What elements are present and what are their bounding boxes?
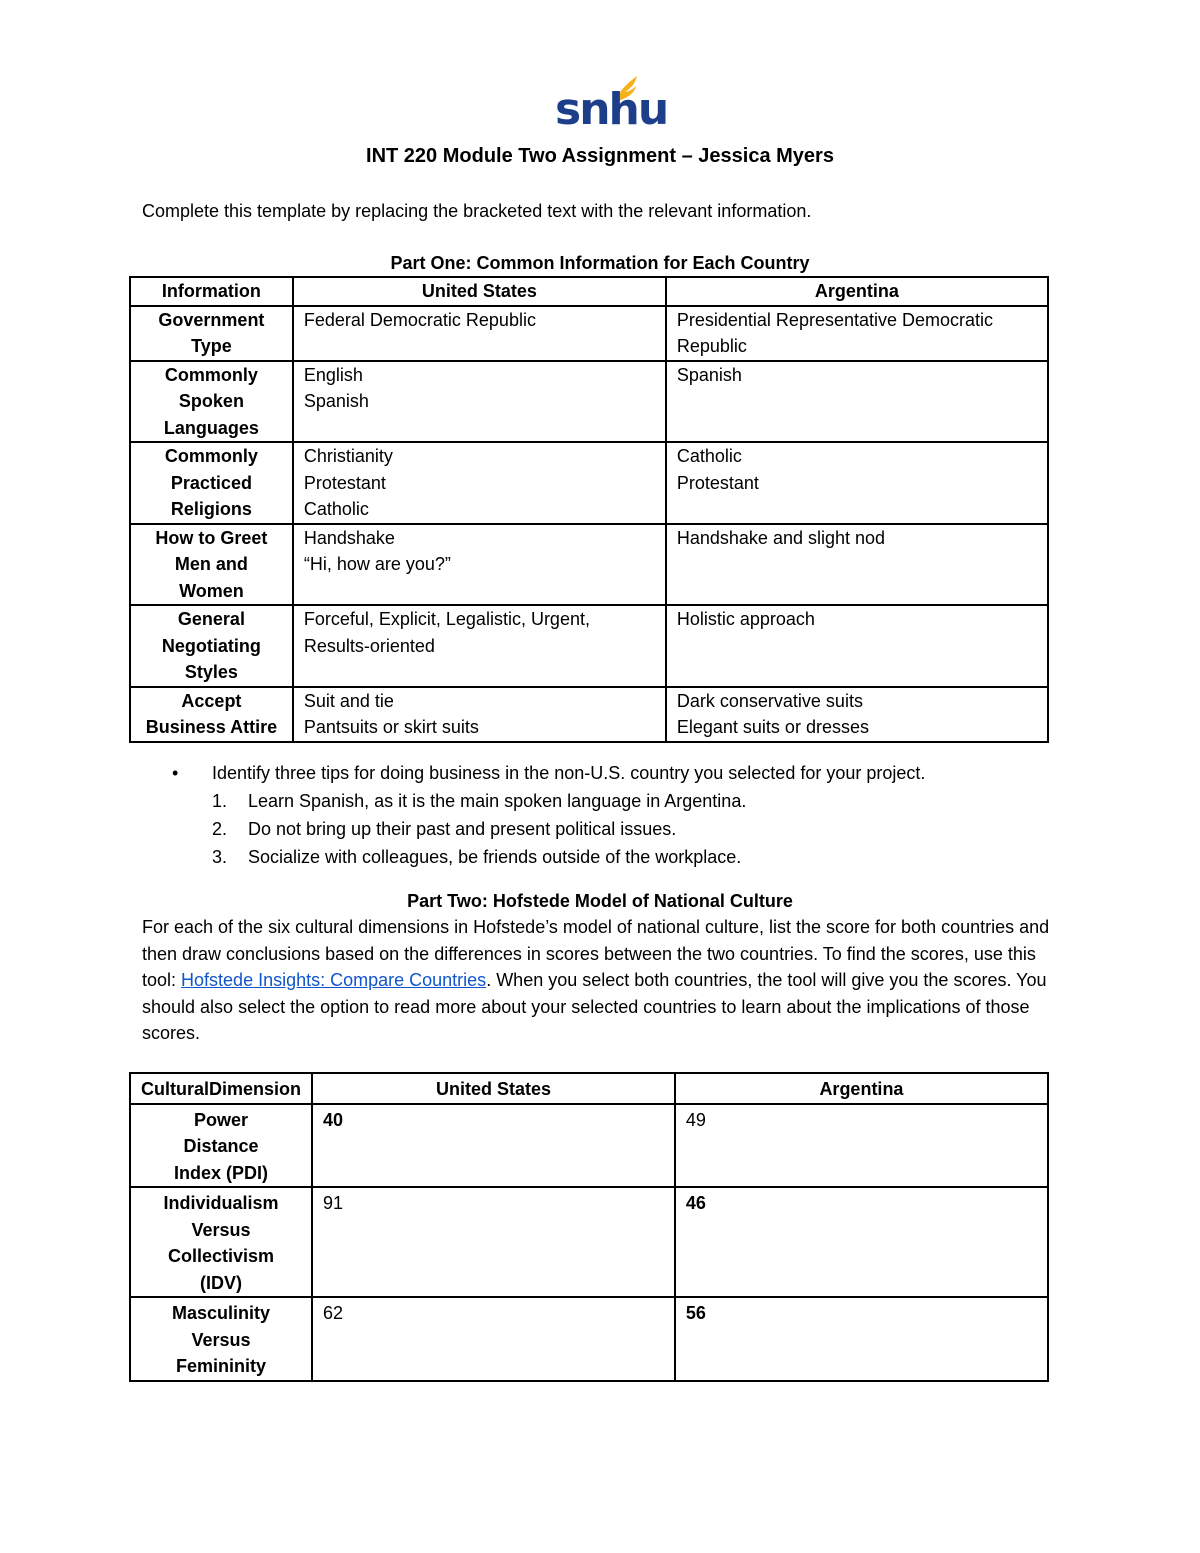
table-row (130, 1297, 1048, 1381)
intro-text: Complete this template by replacing the bracketed text with the relevant information. (142, 201, 812, 221)
document-page: snhu INT 220 Module Two Assignment – Jessica Myers Complete this template by replacing the bracketed text with the relevant information. Part One: Common Information for Each Country Information United States Argentina Government Type Federal Democratic Republic Presidential Representative Democratic Republic Commonly Spoken Languages English Spanish Spanish Commonly Practiced Religions Christianity Protestant Catholic Catholic Protestant How to Greet Men and Women Handshake “Hi, how are you?” Handshake and slight nod General Negotiating Styles Forceful, Explicit, Legalistic, Urgent, Results-oriented Holistic approach Accept Business Attire Suit and tie Pantsuits or skirt suits Dark conservative suits Elegant suits or dresses • Identify three tips for doing business in the non-U.S. country you selected for your project. 1. Learn Spanish, as it is the main spoken language in Argentina. 2. Do not bring up their past and present political issues. 3. Socialize with colleagues, be friends outside of the workplace. Part Two: Hofstede Model of National Culture For each of the six cultural dimensions in Hofstede’s model of national culture, list the score for both countries and then draw conclusions based on the differences in scores between the two countries. To find the scores, use this tool: Hofstede Insights: Compare Countries. When you select both countries, the tool will give you the scores. You should also select the option to read more about your selected countries to learn about the implications of those scores. CulturalDimension United States Argentina Power Distance Index (PDI) 40 49 Individualism Versus Collectivism (IDV) 91 46 Masculinity Versus Femininity 62 56 (0, 0, 1200, 1553)
ar-cell: Dark conservative suits Elegant suits or dresses (666, 687, 1048, 742)
snhu-logo (555, 72, 668, 135)
table-row (130, 306, 1048, 361)
ar-cell: Catholic Protestant (666, 442, 1048, 524)
tip-text: Learn Spanish, as it is the main spoken language in Argentina. (248, 791, 747, 811)
part-two-title: Part Two: Hofstede Model of National Culture (407, 891, 793, 911)
ar-cell: Holistic approach (666, 605, 1048, 687)
header-argentina: Argentina (675, 1073, 1048, 1104)
row-label: Individualism Versus Collectivism (IDV) (130, 1187, 312, 1297)
table-row (130, 361, 1048, 443)
us-score: 62 (312, 1297, 675, 1381)
us-cell: English Spanish (293, 361, 666, 443)
table-row (130, 1187, 1048, 1297)
row-label: General Negotiating Styles (130, 605, 293, 687)
header-argentina: Argentina (666, 277, 1048, 306)
ar-score: 46 (675, 1187, 1048, 1297)
header-cultural-dimension: CulturalDimension (130, 1073, 312, 1104)
ar-cell: Handshake and slight nod (666, 524, 1048, 606)
us-cell: Christianity Protestant Catholic (293, 442, 666, 524)
row-label: Government Type (130, 306, 293, 361)
row-label: Commonly Practiced Religions (130, 442, 293, 524)
ar-score: 49 (675, 1104, 1048, 1188)
tips-bullet-text: Identify three tips for doing business in the non-U.S. country you selected for your project. (212, 763, 926, 783)
table-header-row (130, 277, 1048, 306)
table-row (130, 524, 1048, 606)
part-two-instructions: For each of the six cultural dimensions in Hofstede’s model of national culture, list the score for both countries and then draw conclusions based on the differences in scores between the two countries. To find the scores, use this tool: Hofstede Insights: Compare Countries. When you select both countries, the tool will give you the scores. You should also select the option to read more about your selected countries to learn about the implications of those scores. (142, 917, 1050, 1043)
ar-cell: Spanish (666, 361, 1048, 443)
hofstede-compare-link[interactable]: Hofstede Insights: Compare Countries (181, 970, 487, 990)
table-row (130, 1104, 1048, 1188)
header-information: Information (130, 277, 293, 306)
header-united-states: United States (293, 277, 666, 306)
ar-score: 56 (675, 1297, 1048, 1381)
country-info-table (129, 276, 1049, 743)
ar-cell: Presidential Representative Democratic Republic (666, 306, 1048, 361)
table-row (130, 605, 1048, 687)
header-united-states: United States (312, 1073, 675, 1104)
row-label: Power Distance Index (PDI) (130, 1104, 312, 1188)
us-score: 40 (312, 1104, 675, 1188)
row-label: Commonly Spoken Languages (130, 361, 293, 443)
part-one-title: Part One: Common Information for Each Country (390, 253, 810, 273)
table-row (130, 442, 1048, 524)
row-label: Masculinity Versus Femininity (130, 1297, 312, 1381)
hofstede-table (129, 1072, 1049, 1382)
row-label: How to Greet Men and Women (130, 524, 293, 606)
us-cell: Handshake “Hi, how are you?” (293, 524, 666, 606)
us-score: 91 (312, 1187, 675, 1297)
logo-text: snhu (555, 84, 668, 135)
table-header-row (130, 1073, 1048, 1104)
us-cell: Federal Democratic Republic (293, 306, 666, 361)
us-cell: Forceful, Explicit, Legalistic, Urgent, Results-oriented (293, 605, 666, 687)
bullet-icon: • (172, 763, 179, 783)
tip-text: Do not bring up their past and present political issues. (248, 819, 677, 839)
document-title: INT 220 Module Two Assignment – Jessica Myers (366, 145, 834, 167)
tip-text: Socialize with colleagues, be friends outside of the workplace. (248, 847, 742, 867)
us-cell: Suit and tie Pantsuits or skirt suits (293, 687, 666, 742)
row-label: Accept Business Attire (130, 687, 293, 742)
table-row (130, 687, 1048, 742)
